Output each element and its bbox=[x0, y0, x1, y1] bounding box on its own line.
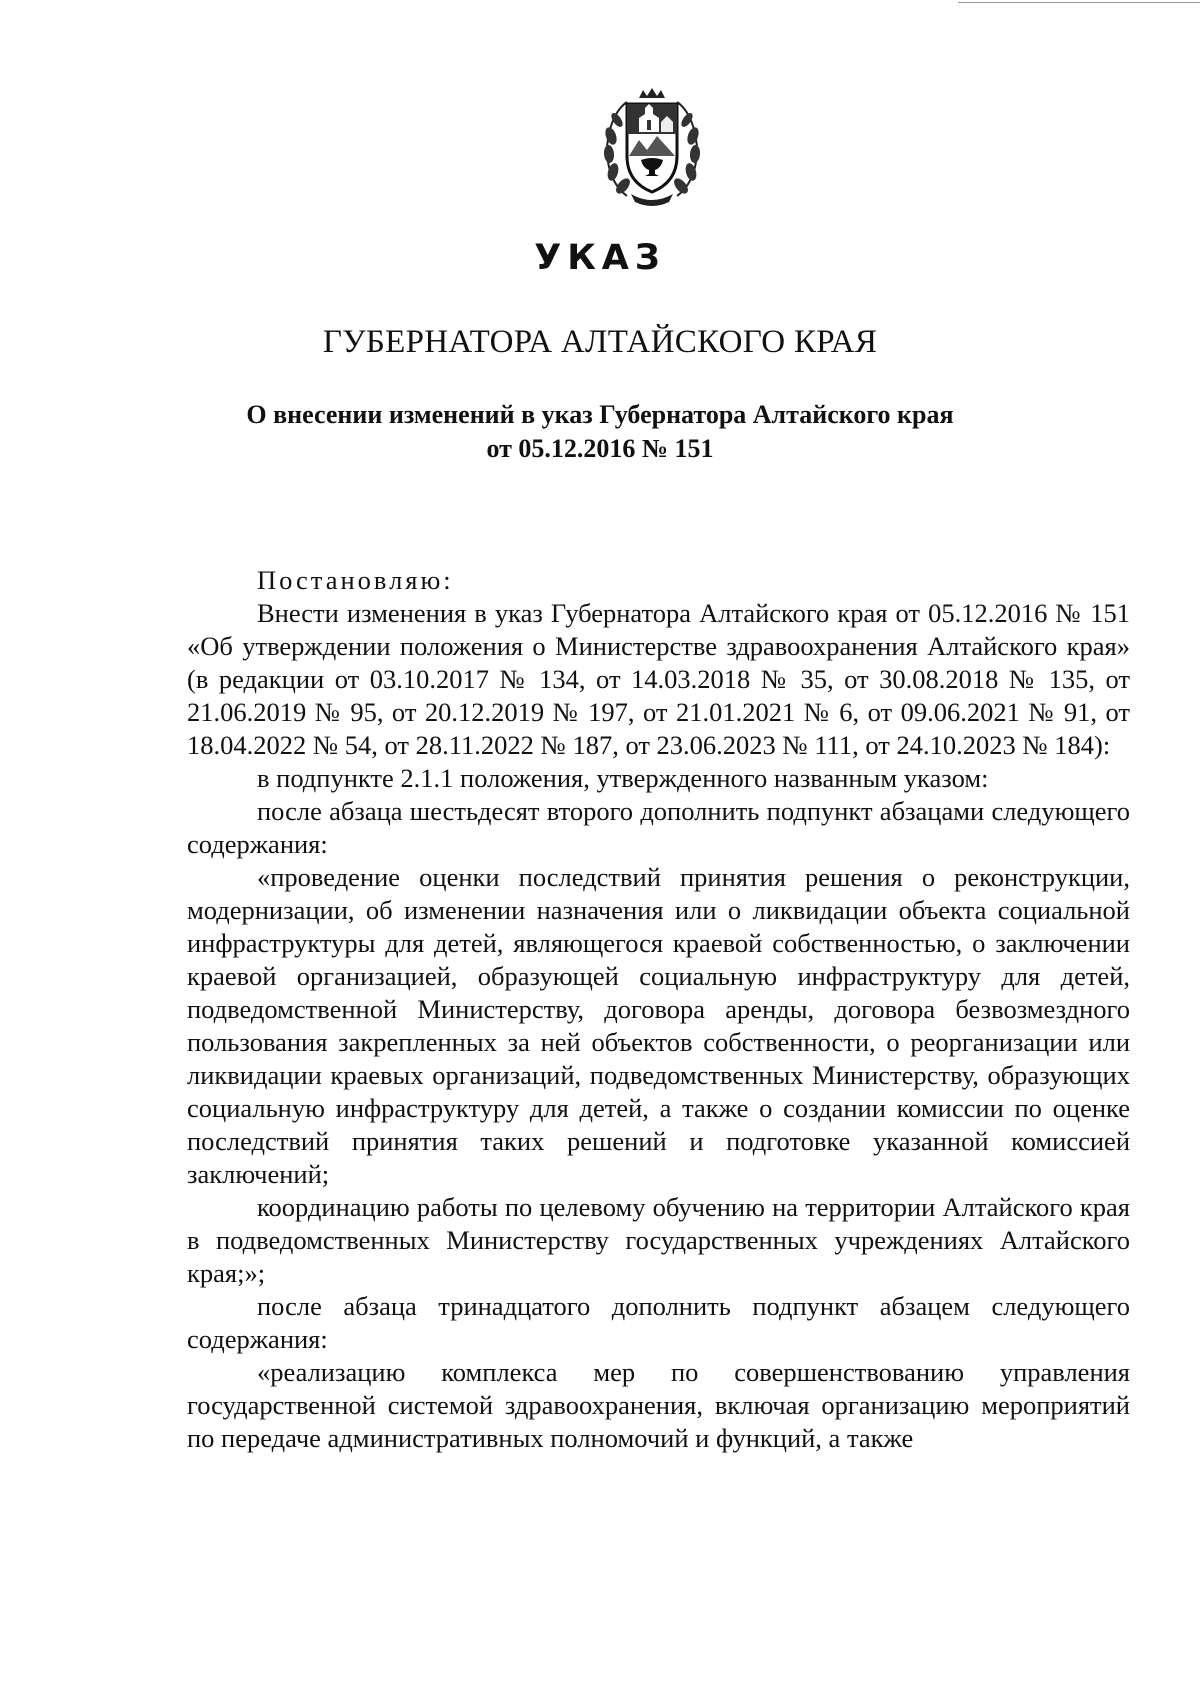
paragraph-quoted-coordination: координацию работы по целевому обучению на территории Алтайского края в подведомственных Министерству государственных учреждениях Алтайского края;»; bbox=[187, 1192, 1130, 1288]
coat-of-arms-emblem-icon bbox=[597, 86, 707, 210]
paragraph-amendment-intro: Внести изменения в указ Губернатора Алтайского края от 05.12.2016 № 151 «Об утверждении положения о Министерстве здравоохранения Алтайского края» (в редакции от 03.10.2017 № 134, от 14.03.2018 № 35, от 30.08.2018 № 135, от 21.06.2019 № 95, от 20.12.2019 № 197, от 21.01.2021 № 6, от 09.06.2021 № 91, от 18.04.2022 № 54, от 28.11.2022 № 187, от 23.06.2023 № 111, от 24.10.2023 № 184): bbox=[187, 598, 1130, 760]
paragraph-after-13: после абзаца тринадцатого дополнить подпункт абзацем следующего содержания: bbox=[187, 1291, 1130, 1354]
document-title-line-1: О внесении изменений в указ Губернатора Алтайского края bbox=[246, 400, 954, 429]
resolution-word: Постановляю: bbox=[257, 565, 454, 595]
document-title bbox=[0, 398, 1200, 466]
paragraph-quoted-reform: «реализацию комплекса мер по совершенствованию управления государственной системой здравоохранения, включая организацию мероприятий по передаче административных полномочий и функций, а также bbox=[187, 1357, 1130, 1453]
paragraph-after-62: после абзаца шестьдесят второго дополнить подпункт абзацами следующего содержания: bbox=[187, 796, 1130, 859]
paragraph-subclause-ref: в подпункте 2.1.1 положения, утвержденного названным указом: bbox=[257, 763, 989, 793]
issuing-authority: ГУБЕРНАТОРА АЛТАЙСКОГО КРАЯ bbox=[322, 324, 878, 360]
paragraph-quoted-assessment: «проведение оценки последствий принятия решения о реконструкции, модернизации, об изменении назначения или о ликвидации объекта социальной инфраструктуры для детей, являющегося краевой собственностью, о заключении краевой организацией, образующей социальную инфраструктуру для детей, подведомственной Министерству, договора аренды, договора безвозмездного пользования закрепленных за ней объектов собственности, о реорганизации или ликвидации краевых организаций, подведомственных Министерству, образующих социальную инфраструктуру для детей, а также о создании комиссии по оценке последствий принятия таких решений и подготовке указанной комиссией заключений; bbox=[187, 862, 1130, 1189]
document-body bbox=[187, 564, 1130, 1455]
scan-edge-line bbox=[958, 2, 1200, 3]
document-title-line-2: от 05.12.2016 № 151 bbox=[486, 434, 714, 463]
document-type-heading: УКАЗ bbox=[534, 238, 666, 278]
